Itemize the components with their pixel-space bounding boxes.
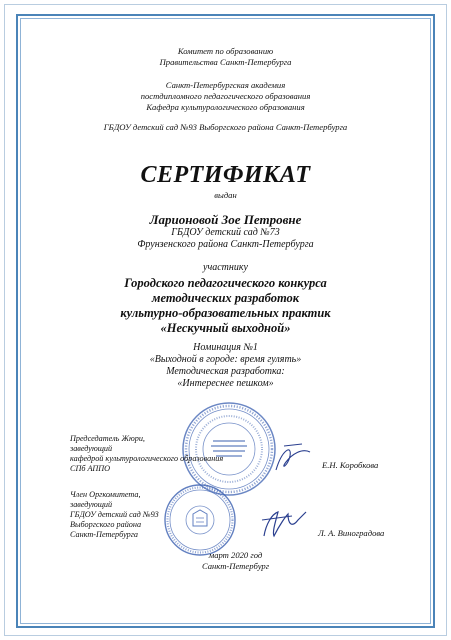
jury-name: Е.Н. Коробкова xyxy=(322,460,379,470)
jury-title: Председатель Жюри, xyxy=(70,434,145,443)
development-name: «Интереснее пешком» xyxy=(177,378,274,389)
org-line-6: ГБДОУ детский сад №93 Выборгского района Санкт-Петербурга xyxy=(103,122,348,132)
development-label: Методическая разработка: xyxy=(166,366,285,377)
recipient-name: Ларионовой Зое Петровне xyxy=(149,212,302,227)
contest-line-1: Городского педагогического конкурса xyxy=(124,276,327,290)
jury-org: СПб АППО xyxy=(70,464,111,473)
committee-position: заведующий xyxy=(70,500,113,509)
org-line-3: Санкт-Петербургская академия xyxy=(165,80,286,90)
issued-label: выдан xyxy=(214,190,237,200)
round-stamp-kindergarten xyxy=(162,482,238,558)
signature-vinogradova xyxy=(258,506,308,542)
footer-city: Санкт-Петербург xyxy=(201,561,270,571)
footer-date: март 2020 год xyxy=(208,550,263,560)
contest-line-2: методических разработок xyxy=(151,291,300,305)
committee-org: ГБДОУ детский сад №93 xyxy=(70,510,159,519)
jury-position: заведующий xyxy=(70,444,113,453)
nomination-label: Номинация №1 xyxy=(193,342,258,353)
signature-korobkova xyxy=(272,440,314,476)
committee-city: Санкт-Петербурга xyxy=(70,530,139,539)
committee-name: Л. А. Виноградова xyxy=(318,528,385,538)
jury-department: кафедрой культурологического образования xyxy=(70,454,224,463)
org-line-5: Кафедра культурологического образования xyxy=(146,102,305,112)
role-label: участнику xyxy=(203,262,248,273)
committee-district: Выборгского района xyxy=(70,520,142,529)
org-line-2: Правительства Санкт-Петербурга xyxy=(159,57,292,67)
contest-line-3: культурно-образовательных практик xyxy=(120,306,331,320)
recipient-org-1: ГБДОУ детский сад №73 xyxy=(171,227,280,238)
certificate-title: СЕРТИФИКАТ xyxy=(140,162,311,188)
committee-title: Член Оргкомитета, xyxy=(70,490,141,499)
contest-line-4: «Нескучный выходной» xyxy=(160,321,291,335)
org-line-1: Комитет по образованию xyxy=(177,46,274,56)
nomination-name: «Выходной в городе: время гулять» xyxy=(149,354,302,365)
org-line-4: постдипломного педагогического образования xyxy=(140,91,311,101)
recipient-org-2: Фрунзенского района Санкт-Петербурга xyxy=(137,239,314,250)
